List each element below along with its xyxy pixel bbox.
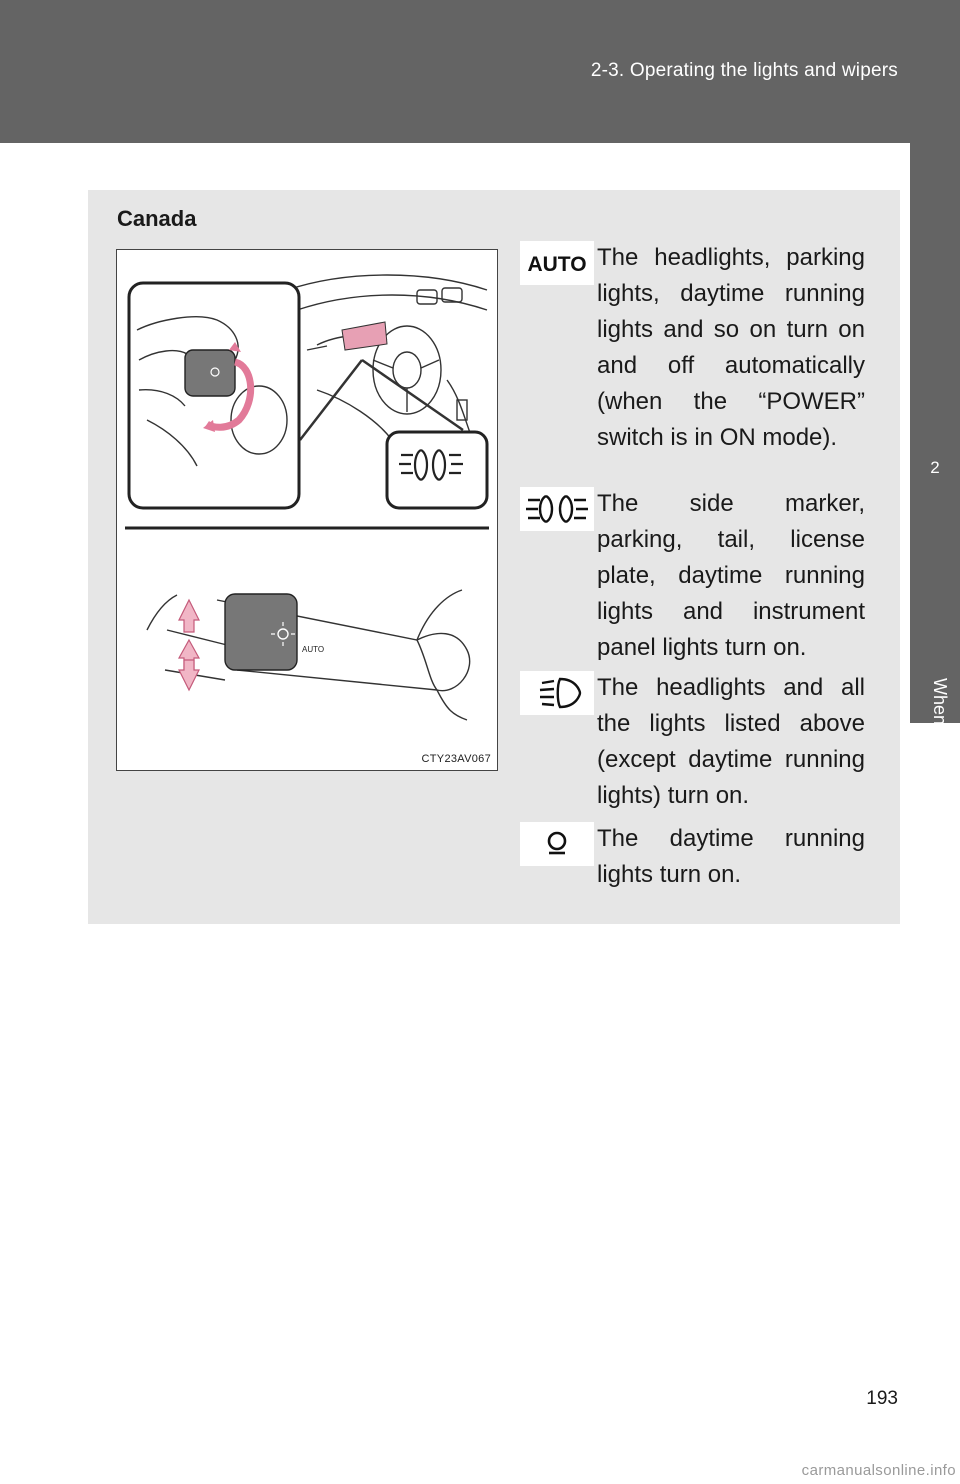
item-description: The headlights and all the lights listed above (except daytime running lights) turn on. [597, 674, 865, 809]
item-description: The side marker, parking, tail, license plate, daytime running lights and instrument panel lights turn on. [597, 490, 865, 661]
daytime-running-light-icon [520, 822, 594, 866]
page-number: 193 [866, 1388, 898, 1409]
item-description: The daytime running lights turn on. [597, 825, 865, 888]
panel-title: Canada [117, 206, 197, 231]
watermark: carmanualsonline.info [801, 1462, 956, 1479]
illustration-drawing [117, 250, 497, 770]
page-header [0, 0, 960, 143]
auto-icon [520, 241, 594, 285]
parking-lights-icon [520, 487, 594, 531]
item-description: The headlights, parking lights, daytime running lights and so on turn on and off automatically (when the “POWER” switch is in ON mode). [597, 244, 865, 451]
chapter-tab [910, 143, 960, 784]
light-switch-illustration [116, 249, 498, 771]
section-title: 2-3. Operating the lights and wipers [590, 60, 898, 81]
svg-text:AUTO: AUTO [302, 645, 325, 654]
headlight-icon [520, 671, 594, 715]
chapter-label: When driving [930, 678, 950, 784]
figure-code: CTY23AV067 [421, 753, 491, 765]
auto-icon-text: AUTO [527, 253, 587, 276]
chapter-number: 2 [930, 458, 940, 477]
